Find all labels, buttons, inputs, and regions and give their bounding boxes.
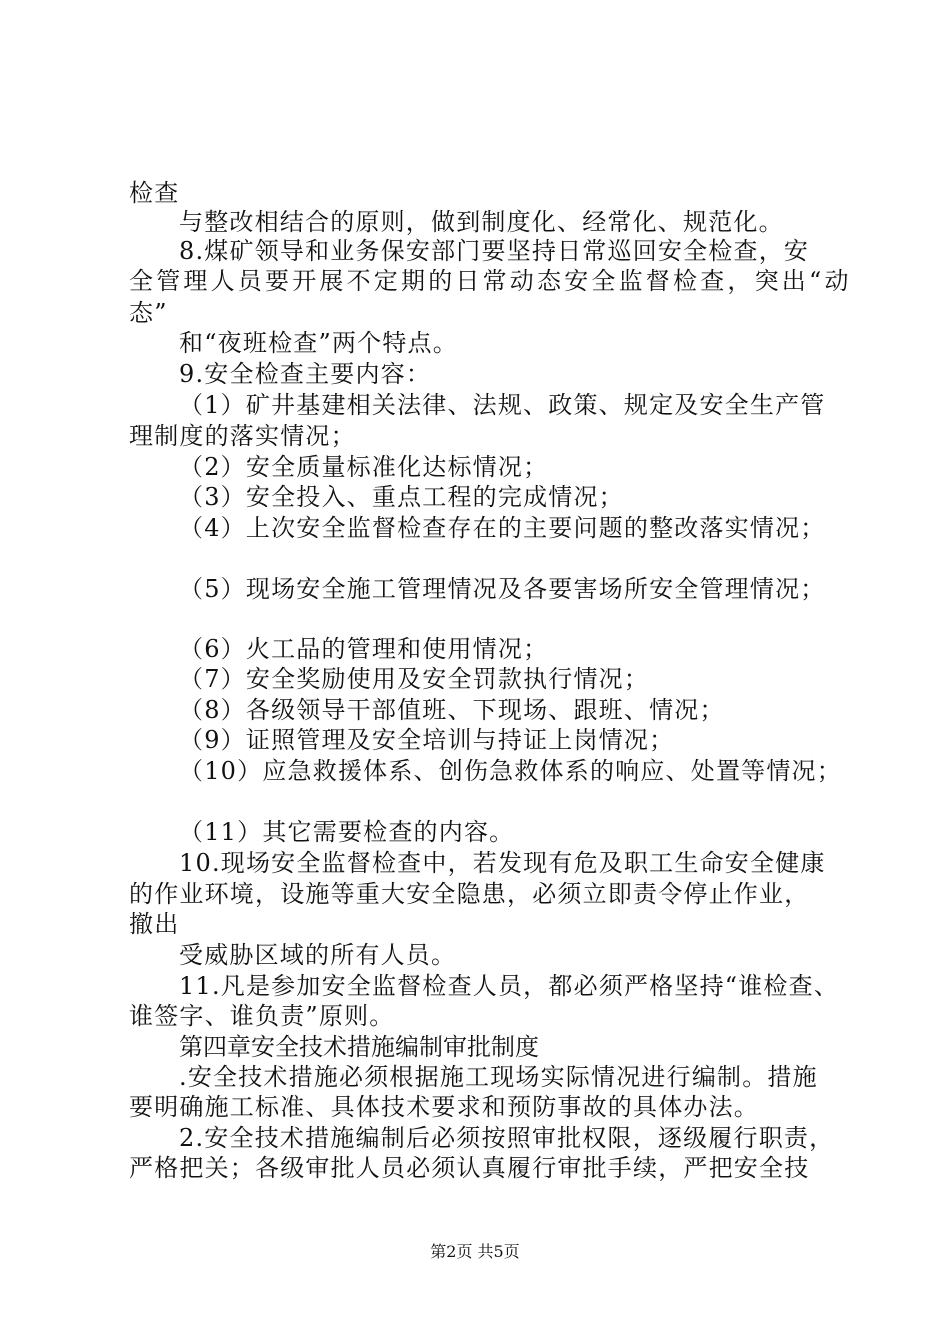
text-line: 的作业环境，设施等重大安全隐患，必须立即责令停止作业， bbox=[129, 880, 810, 908]
text-line: （11）其它需要检查的内容。 bbox=[179, 818, 515, 846]
text-line: （6）火工品的管理和使用情况； bbox=[179, 635, 549, 663]
text-line: 10.现场安全监督检查中，若发现有危及职工生命安全健康 bbox=[179, 849, 826, 877]
text-line: 全管理人员要开展不定期的日常动态安全监督检查，突出“动 bbox=[129, 267, 852, 295]
text-line: .安全技术措施必须根据施工现场实际情况进行编制。措施 bbox=[179, 1063, 818, 1091]
text-line: 检查 bbox=[129, 179, 180, 207]
text-line: 8.煤矿领导和业务保安部门要坚持日常巡回安全检查，安 bbox=[179, 237, 810, 265]
text-line: 与整改相结合的原则，做到制度化、经常化、规范化。 bbox=[179, 208, 784, 236]
text-line: （2）安全质量标准化达标情况； bbox=[179, 453, 549, 481]
text-line: （9）证照管理及安全培训与持证上岗情况； bbox=[179, 726, 675, 754]
text-line: 2.安全技术措施编制后必须按照审批权限，逐级履行职责， bbox=[179, 1124, 835, 1152]
text-line: 严格把关；各级审批人员必须认真履行审批手续，严把安全技 bbox=[129, 1154, 810, 1182]
text-line: （5）现场安全施工管理情况及各要害场所安全管理情况； bbox=[179, 575, 826, 603]
text-line: （7）安全奖励使用及安全罚款执行情况； bbox=[179, 665, 650, 693]
section-heading: 第四章安全技术措施编制审批制度 bbox=[179, 1033, 539, 1061]
text-line: 态” bbox=[129, 299, 168, 327]
text-line: （4）上次安全监督检查存在的主要问题的整改落实情况； bbox=[179, 514, 826, 542]
text-line: 11.凡是参加安全监督检查人员，都必须严格坚持“谁检查、 bbox=[179, 972, 840, 1000]
text-line: （8）各级领导干部值班、下现场、跟班、情况； bbox=[179, 696, 725, 724]
text-line: 理制度的落实情况； bbox=[129, 422, 356, 450]
text-line: （10）应急救援体系、创伤急救体系的响应、处置等情况； bbox=[179, 757, 842, 785]
text-line: 和“夜班检查”两个特点。 bbox=[179, 329, 458, 357]
page-footer: 第2页 共5页 bbox=[430, 1242, 520, 1261]
text-line: 谁签字、谁负责”原则。 bbox=[129, 1002, 395, 1030]
text-line: （3）安全投入、重点工程的完成情况； bbox=[179, 483, 624, 511]
text-line: （1）矿井基建相关法律、法规、政策、规定及安全生产管 bbox=[179, 391, 826, 419]
text-line: 9.安全检查主要内容： bbox=[179, 360, 432, 388]
text-line: 撤出 bbox=[129, 910, 180, 938]
text-line: 要明确施工标准、具体技术要求和预防事故的具体办法。 bbox=[129, 1093, 759, 1121]
text-line: 受威胁区域的所有人员。 bbox=[179, 941, 457, 969]
